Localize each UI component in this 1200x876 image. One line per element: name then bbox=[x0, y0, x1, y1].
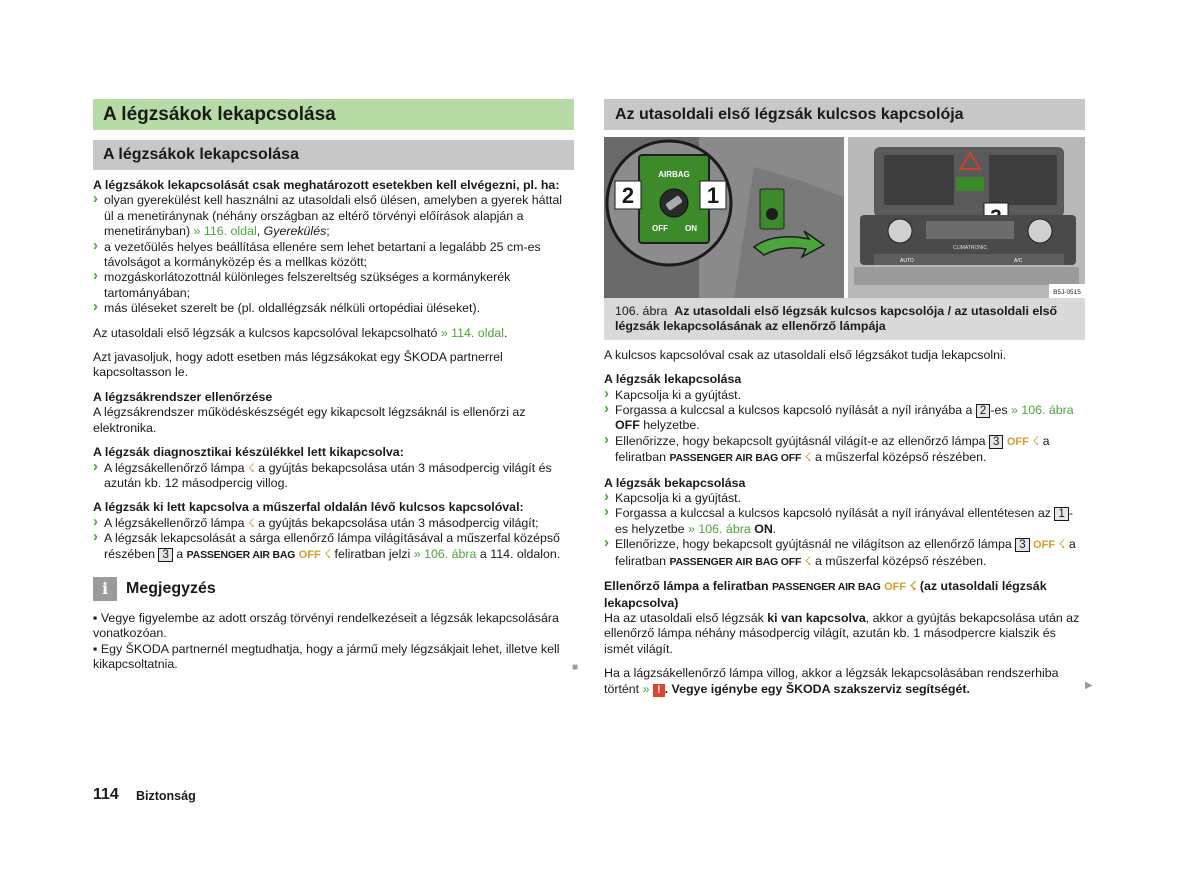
subheading bbox=[604, 579, 1085, 611]
subheading-text: (az utasoldali légzsák lekapcsolva) bbox=[604, 579, 1047, 610]
figure-link[interactable]: » 106. ábra bbox=[413, 546, 477, 561]
paragraph-text: , akkor a gyújtás bekapcsolása után az ellenőrző lámpa néhány másodpercig világít, azután kb. 1 másodpercre kialszik és ismét világít. bbox=[604, 610, 1080, 656]
list-item-text: Forgassa a kulccsal a kulcsos kapcsoló nyílását a nyíl irányába a bbox=[615, 403, 973, 418]
list-item-text: feliratban jelzi bbox=[334, 546, 411, 561]
airbag-off-icon: ☇ bbox=[1032, 433, 1040, 448]
figure-link[interactable]: » 106. ábra bbox=[1010, 403, 1074, 418]
off-label: OFF bbox=[884, 581, 907, 594]
subheading: A légzsák bekapcsolása bbox=[604, 475, 746, 490]
list-item-text: A légzsák lekapcsolását a sárga ellenőrző lámpa világításával a műszerfal középső részében bbox=[104, 531, 560, 561]
airbag-off-icon: ☇ bbox=[324, 546, 332, 561]
list-item-text: a gyújtás bekapcsolása után 3 másodpercig világít; bbox=[258, 515, 539, 530]
callout-1: 1 bbox=[706, 183, 720, 208]
note-text: Egy ŠKODA partnernél megtudhatja, hogy a jármű mely légzsákjait lehet, illetve kell kikapcsoltatnia. bbox=[93, 641, 560, 672]
right-knob bbox=[1028, 219, 1052, 243]
airbag-off-icon: ☇ bbox=[1058, 537, 1066, 552]
punct: . bbox=[772, 521, 777, 536]
airbag-switch-illustration bbox=[604, 137, 1085, 298]
warning-link[interactable]: » bbox=[642, 681, 650, 696]
list-item bbox=[93, 461, 574, 492]
right-body bbox=[604, 348, 1085, 697]
airbag-off-icon: ☇ bbox=[804, 553, 812, 568]
airbag-off-icon: ☇ bbox=[909, 579, 917, 594]
callout-box: 3 bbox=[1015, 538, 1029, 552]
list-item-text: helyzetbe. bbox=[643, 418, 700, 433]
list-item-text: a 114. oldalon. bbox=[479, 546, 561, 561]
link-title: Gyerekülés bbox=[263, 224, 327, 239]
airbag-warning-lamp-icon: ☇ bbox=[247, 460, 255, 475]
punct: . bbox=[503, 325, 508, 340]
list-item-text: a műszerfal középső részében. bbox=[814, 450, 987, 465]
passenger-airbag-label: PASSENGER AIR BAG bbox=[186, 548, 296, 561]
callout-2: 2 bbox=[621, 183, 635, 208]
note-header bbox=[93, 577, 574, 601]
list-item-text: A légzsákellenőrző lámpa bbox=[104, 460, 245, 475]
left-body bbox=[93, 178, 574, 563]
note-body bbox=[93, 611, 574, 673]
list-item-text: Ellenőrizze, hogy bekapcsolt gyújtásnál ne világítson az ellenőrző lámpa bbox=[615, 537, 1012, 552]
climate-display bbox=[926, 221, 1014, 239]
figure-caption bbox=[604, 298, 1085, 340]
callout-box: 3 bbox=[158, 548, 172, 562]
subsection-heading: A légzsákok lekapcsolása bbox=[93, 140, 574, 170]
list-item bbox=[93, 531, 574, 563]
emphasis: ki van kapcsolva bbox=[767, 610, 866, 625]
list-item: › más üléseket szerelt be (pl. oldallégzsák nélküli ortopédiai üléseket). bbox=[93, 301, 574, 316]
callout-box: 3 bbox=[989, 435, 1003, 449]
small-switch-slot bbox=[766, 208, 778, 220]
list-item bbox=[93, 193, 574, 239]
callout-box: 2 bbox=[976, 404, 990, 418]
list-item bbox=[93, 516, 574, 531]
paragraph bbox=[604, 611, 1085, 657]
caption-text: Az utasoldali első légzsák kulcsos kapcsolója / az utasoldali első légzsák lekapcsolásának az ellenőrző lámpája bbox=[615, 304, 1058, 334]
punct: ; bbox=[326, 224, 330, 239]
left-column bbox=[93, 99, 574, 673]
on-position: ON bbox=[754, 521, 773, 536]
left-knob bbox=[888, 219, 912, 243]
punct: , bbox=[256, 224, 261, 239]
end-mark-icon: ■ bbox=[572, 662, 579, 673]
list-item-text: olyan gyerekülést kell használni az utasoldali első ülésen, amelyben a gyerek háttal ül a menetiránynak (néhány országban az eltérő törvényi előírások alapján a menetirányban) bbox=[104, 193, 563, 239]
off-label: OFF bbox=[298, 548, 321, 561]
list-item-text: a feliratban bbox=[615, 433, 1050, 465]
section-heading: Az utasoldali első légzsák kulcsos kapcsolója bbox=[604, 99, 1085, 130]
section-heading: A légzsákok lekapcsolása bbox=[93, 99, 574, 130]
passenger-airbag-label: PASSENGER AIR BAG OFF bbox=[669, 555, 802, 568]
figure-link[interactable]: » 106. ábra bbox=[688, 521, 751, 536]
warning-icon: ! bbox=[653, 684, 665, 697]
list-item-text: a gyújtás bekapcsolása után 3 másodpercig világít és azután kb. 12 másodpercig villog. bbox=[104, 460, 552, 490]
subheading: A légzsák diagnosztikai készülékkel lett kikapcsolva: bbox=[93, 445, 404, 460]
list-item: › Kapcsolja ki a gyújtást. bbox=[604, 491, 1085, 506]
paragraph: Azt javasoljuk, hogy adott esetben más légzsákokat egy ŠKODA partnerrel kapcsoltasson le. bbox=[93, 350, 503, 380]
note-title: Megjegyzés bbox=[126, 579, 216, 597]
callout-box: 1 bbox=[1054, 507, 1068, 521]
page-link[interactable]: » 116. oldal bbox=[193, 224, 257, 239]
paragraph: A kulcsos kapcsolóval csak az utasoldali első légzsákot tudja lekapcsolni. bbox=[604, 347, 1007, 362]
continue-arrow-icon: ▶ bbox=[1085, 680, 1093, 691]
page-link[interactable]: » 114. oldal bbox=[440, 325, 504, 340]
paragraph bbox=[604, 666, 1085, 697]
paragraph bbox=[93, 326, 574, 341]
paragraph-text: Ha az utasoldali első légzsák bbox=[604, 610, 764, 625]
airbag-warning-lamp-icon: ☇ bbox=[247, 515, 255, 530]
list-item: › a vezetőülés helyes beállítása ellenére sem lehet betartani a legalább 25 cm-es távolságot a kormányközép és a mellkas között; bbox=[93, 240, 574, 271]
list-item bbox=[604, 434, 1085, 467]
list-item-text: a feliratban bbox=[615, 537, 1076, 568]
climatronic-label: CLIMATRONIC bbox=[952, 245, 988, 251]
emphasis: . Vegye igénybe egy ŠKODA szakszerviz segítségét. bbox=[664, 681, 970, 696]
list-item: › mozgáskorlátozottnál különleges felszereltség szükséges a kormánykerék tartományában; bbox=[93, 270, 574, 301]
figure-divider bbox=[844, 137, 848, 298]
page-number: 114 bbox=[93, 786, 119, 803]
note-item: ▪ Vegye figyelembe az adott ország törvényi rendelkezéseit a légzsák lekapcsolására vonatkozóan. bbox=[93, 610, 559, 641]
paragraph-text: Ha a lágzsákellenőrző lámpa villog, akkor a légzsák lekapcsolásában rendszerhiba történt bbox=[604, 666, 1059, 696]
list-item bbox=[604, 506, 1085, 537]
list-item-text: -es bbox=[990, 403, 1008, 418]
passenger-airbag-label: PASSENGER AIR BAG OFF bbox=[669, 452, 802, 465]
subheading: A légzsák lekapcsolása bbox=[604, 372, 742, 387]
off-label: OFF bbox=[1033, 539, 1056, 552]
off-label: OFF bbox=[652, 224, 668, 233]
off-position: OFF bbox=[615, 418, 640, 433]
list-item-text: Forgassa a kulccsal a kulcsos kapcsoló nyílását a nyíl irányával ellentétesen az bbox=[615, 506, 1051, 521]
off-label: OFF bbox=[1006, 435, 1029, 448]
list-item bbox=[604, 403, 1085, 434]
list-item-text: a bbox=[176, 546, 184, 561]
lower-console bbox=[854, 267, 1079, 285]
figure-code: B5J-0515 bbox=[1053, 289, 1081, 296]
list-item-text: -es helyzetbe bbox=[615, 506, 1073, 536]
list-item: › Kapcsolja ki a gyújtást. bbox=[604, 388, 1085, 403]
list-item bbox=[604, 537, 1085, 570]
caption-number: 106. ábra bbox=[615, 304, 668, 318]
subheading: A légzsákrendszer ellenőrzése bbox=[93, 389, 273, 404]
info-icon: i bbox=[93, 577, 117, 601]
passenger-airbag-label: PASSENGER AIR BAG bbox=[772, 581, 881, 594]
figure-106 bbox=[604, 137, 1085, 298]
note-text: Vegye figyelembe az adott ország törvényi rendelkezéseit a légzsák lekapcsolására vonatkozóan. bbox=[93, 610, 559, 641]
ac-label: A/C bbox=[1014, 258, 1023, 264]
airbag-label: AIRBAG bbox=[658, 170, 690, 179]
auto-label: AUTO bbox=[900, 258, 914, 264]
list-item-text: Ellenőrizze, hogy bekapcsolt gyújtásnál világít-e az ellenőrző lámpa bbox=[615, 433, 986, 448]
intro-text: A légzsákok lekapcsolását csak meghatározott esetekben kell elvégezni, pl. ha: bbox=[93, 178, 560, 192]
list-item-text: A légzsákellenőrző lámpa bbox=[104, 515, 245, 530]
right-vent bbox=[989, 155, 1057, 205]
paragraph: A légzsákrendszer működéskészségét egy kikapcsolt légzsáknál is ellenőrzi az elektronika. bbox=[93, 405, 526, 435]
paragraph-text: Az utasoldali első légzsák a kulcsos kapcsolóval lekapcsolható bbox=[93, 325, 438, 340]
note-item: ▪ Egy ŠKODA partnernél megtudhatja, hogy a jármű mely légzsákjait lehet, illetve kell kikapcsoltatnia. bbox=[93, 641, 560, 672]
on-label: ON bbox=[685, 224, 697, 233]
right-column bbox=[604, 99, 1085, 697]
list-item-text: a műszerfal középső részében. bbox=[814, 553, 987, 568]
left-vent bbox=[884, 155, 954, 205]
subheading: A légzsák ki lett kapcsolva a műszerfal oldalán lévő kulcsos kapcsolóval: bbox=[93, 500, 524, 515]
airbag-off-lamp bbox=[956, 177, 984, 191]
subheading-text: Ellenőrző lámpa a feliratban bbox=[604, 579, 769, 594]
section-name: Biztonság bbox=[136, 789, 196, 803]
airbag-off-icon: ☇ bbox=[804, 450, 812, 465]
